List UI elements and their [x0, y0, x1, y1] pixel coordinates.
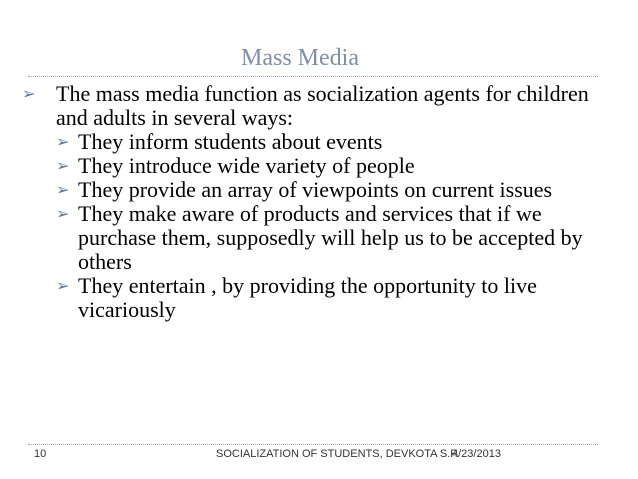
- arrow-bullet-icon: ➢: [56, 156, 70, 175]
- arrow-bullet-icon: ➢: [22, 84, 36, 103]
- sub-bullet-item: [22, 178, 612, 202]
- title-divider: [28, 76, 598, 77]
- slide-number: 10: [34, 448, 47, 460]
- footer-divider: [28, 444, 598, 445]
- slide-title: Mass Media: [241, 45, 359, 71]
- bullet-text: The mass media function as socialization agents for children and adults in several ways:: [56, 81, 589, 130]
- bullet-text: They introduce wide variety of people: [78, 153, 415, 178]
- arrow-bullet-icon: ➢: [56, 204, 70, 223]
- bullet-text: They entertain , by providing the opportunity to live vicariously: [78, 273, 537, 322]
- bullet-text: They provide an array of viewpoints on current issues: [78, 177, 553, 202]
- arrow-bullet-icon: ➢: [56, 132, 70, 151]
- arrow-bullet-icon: ➢: [56, 276, 70, 295]
- slide-content: [22, 82, 612, 322]
- bullet-text: They make aware of products and services that if we purchase them, supposedly will help us to be accepted by others: [78, 201, 583, 274]
- bullet-item: [22, 82, 612, 130]
- sub-bullet-item: [22, 130, 612, 154]
- sub-bullet-item: [22, 202, 612, 274]
- footer-date: 4/23/2013: [452, 448, 501, 460]
- sub-bullet-item: [22, 274, 612, 322]
- bullet-text: They inform students about events: [78, 129, 383, 154]
- footer-text: SOCIALIZATION OF STUDENTS, DEVKOTA S.P.: [216, 448, 460, 460]
- sub-bullet-item: [22, 154, 612, 178]
- arrow-bullet-icon: ➢: [56, 180, 70, 199]
